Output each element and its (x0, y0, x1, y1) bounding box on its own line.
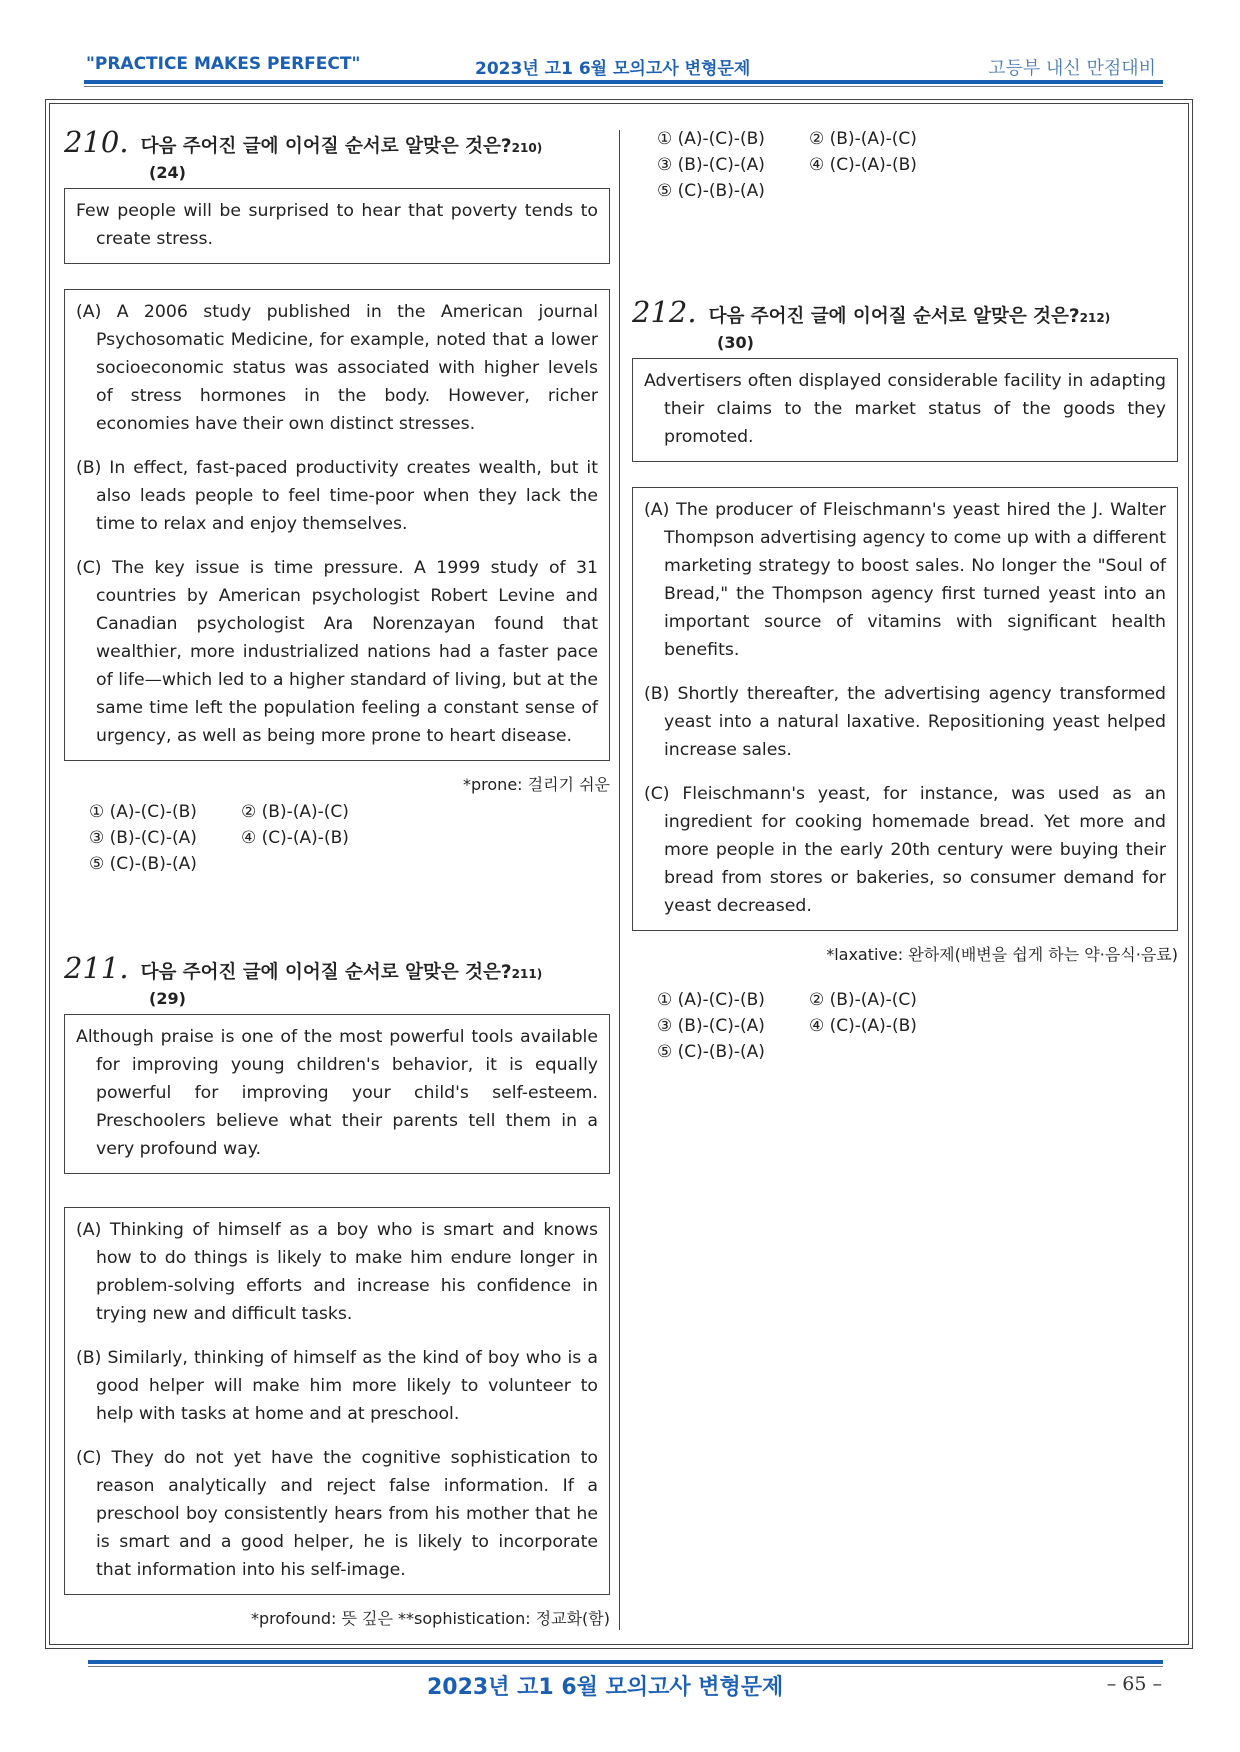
answer-choices (657, 987, 1178, 1065)
question-prompt: 다음 주어진 글에 이어질 순서로 알맞은 것은? (708, 306, 1080, 327)
question-number: 211. (64, 951, 129, 985)
paragraph-b (76, 1344, 598, 1428)
given-sentence-box (64, 1014, 610, 1174)
paragraph-c (644, 780, 1166, 920)
paragraph-label: (B) (644, 684, 670, 704)
vocab-note: *profound: 뜻 깊은 **sophistication: 정교화(함) (250, 1609, 610, 1628)
choice-1[interactable]: ① (A)-(C)-(B) (89, 802, 197, 822)
paragraph-c (76, 554, 598, 750)
question-prompt: 다음 주어진 글에 이어질 순서로 알맞은 것은? (140, 962, 512, 983)
footer-exam-title: 2023년 고1 6월 모의고사 변형문제 (427, 1675, 784, 1700)
question-score: (24) (149, 163, 186, 182)
given-sentence: Few people will be surprised to hear that poverty tends to create stress. (76, 201, 598, 249)
question-score: (30) (717, 333, 754, 352)
question-212 (632, 295, 1178, 462)
choice-5[interactable]: ⑤ (C)-(B)-(A) (89, 854, 197, 874)
footnote-ref: 212) (1079, 311, 1111, 325)
footer-rule (88, 1660, 1163, 1664)
choice-3[interactable]: ③ (B)-(C)-(A) (657, 1016, 765, 1036)
question-number: 212. (632, 295, 697, 329)
paragraph-text: Similarly, thinking of himself as the kind of boy who is a good helper will make him more likely to volunteer to help with tasks at home and at preschool. (96, 1348, 598, 1424)
column-divider (619, 130, 620, 1630)
header-rule (84, 80, 1163, 84)
paragraph-label: (B) (76, 458, 102, 478)
header-rule-thin (84, 86, 1163, 87)
paragraph-text: Fleischmann's yeast, for instance, was used as an ingredient for cooking homemade bread. Yet more and more people in the early 20th century were buying their bread from stores or bakeries, so consumer demand for yeast decreased. (664, 784, 1166, 916)
choice-4[interactable]: ④ (C)-(A)-(B) (241, 828, 349, 848)
header-course-label: 고등부 내신 만점대비 (988, 58, 1156, 79)
passage-box (64, 289, 610, 761)
page-number: – 65 – (1106, 1673, 1162, 1695)
given-sentence: Although praise is one of the most powerful tools available for improving young children's behavior, it is equally powerful for improving your child's self-esteem. Preschoolers believe what their parents tell them in a very profound way. (76, 1027, 598, 1159)
footer-rule-thin (88, 1666, 1163, 1667)
choice-1[interactable]: ① (A)-(C)-(B) (657, 129, 765, 149)
paragraph-a (644, 496, 1166, 664)
answer-choices (657, 126, 1178, 204)
choice-4[interactable]: ④ (C)-(A)-(B) (809, 1016, 917, 1036)
footnote-ref: 211) (511, 967, 543, 981)
question-title (64, 951, 610, 988)
paragraph-label: (C) (76, 558, 102, 578)
paragraph-c (76, 1444, 598, 1584)
passage-box (632, 487, 1178, 931)
vocab-note: *prone: 걸리기 쉬운 (463, 775, 610, 794)
answer-choices (89, 799, 610, 877)
paragraph-b (76, 454, 598, 538)
question-title (64, 125, 610, 162)
paragraph-a (76, 298, 598, 438)
question-211-choices (632, 126, 1178, 204)
choice-3[interactable]: ③ (B)-(C)-(A) (89, 828, 197, 848)
given-sentence: Advertisers often displayed considerable facility in adapting their claims to the market status of the goods they promoted. (644, 371, 1166, 447)
vocab-note: *laxative: 완하제(배변을 쉽게 하는 약·음식·음료) (826, 945, 1178, 964)
question-212-passages (632, 487, 1178, 1065)
question-score: (29) (149, 989, 186, 1008)
paragraph-label: (C) (76, 1448, 102, 1468)
question-prompt: 다음 주어진 글에 이어질 순서로 알맞은 것은? (140, 136, 512, 157)
paragraph-text: In effect, fast-paced productivity creates wealth, but it also leads people to feel time-poor when they lack the time to relax and enjoy themselves. (96, 458, 598, 534)
question-211-passages (64, 1207, 610, 1633)
paragraph-text: The producer of Fleischmann's yeast hired the J. Walter Thompson advertising agency to come up with a different marketing strategy to boost sales. No longer the "Soul of Bread," the Thompson agency first turned yeast into an important source of vitamins with significant health benefits. (664, 500, 1167, 660)
choice-2[interactable]: ② (B)-(A)-(C) (809, 129, 917, 149)
choice-1[interactable]: ① (A)-(C)-(B) (657, 990, 765, 1010)
paragraph-label: (A) (76, 302, 102, 322)
paragraph-a (76, 1216, 598, 1328)
paragraph-text: Shortly thereafter, the advertising agency transformed yeast into a natural laxative. Repositioning yeast helped increase sales. (664, 684, 1167, 760)
paragraph-text: The key issue is time pressure. A 1999 study of 31 countries by American psychologist Robert Levine and Canadian psychologist Ara Norenzayan found that wealthier, more industrialized nations had a faster pace of life—which led to a higher standard of living, but at the same time left the population feeling a constant sense of urgency, as well as being more prone to heart disease. (96, 558, 598, 746)
header-exam-title: 2023년 고1 6월 모의고사 변형문제 (475, 59, 751, 79)
header-slogan: "PRACTICE MAKES PERFECT" (86, 54, 361, 74)
choice-3[interactable]: ③ (B)-(C)-(A) (657, 155, 765, 175)
passage-box (64, 1207, 610, 1595)
choice-4[interactable]: ④ (C)-(A)-(B) (809, 155, 917, 175)
choice-2[interactable]: ② (B)-(A)-(C) (809, 990, 917, 1010)
paragraph-label: (B) (76, 1348, 102, 1368)
paragraph-label: (C) (644, 784, 670, 804)
question-number: 210. (64, 125, 129, 159)
given-sentence-box (64, 188, 610, 264)
paragraph-label: (A) (76, 1220, 102, 1240)
paragraph-text: They do not yet have the cognitive sophistication to reason analytically and reject false information. If a preschool boy consistently hears from his mother that he is smart and a good helper, he is likely to incorporate that information into his self-image. (96, 1448, 599, 1580)
given-sentence-box (632, 358, 1178, 462)
question-211 (64, 951, 610, 1174)
paragraph-b (644, 680, 1166, 764)
question-title (632, 295, 1178, 332)
question-210-passages (64, 289, 610, 877)
paragraph-label: (A) (644, 500, 670, 520)
choice-5[interactable]: ⑤ (C)-(B)-(A) (657, 1042, 765, 1062)
question-210 (64, 125, 610, 264)
choice-5[interactable]: ⑤ (C)-(B)-(A) (657, 181, 765, 201)
paragraph-text: Thinking of himself as a boy who is smart and knows how to do things is likely to make him endure longer in problem-solving efforts and increase his confidence in trying new and difficult tasks. (96, 1220, 598, 1324)
paragraph-text: A 2006 study published in the American journal Psychosomatic Medicine, for example, noted that a lower socioeconomic status was associated with higher levels of stress hormones in the body. However, richer economies have their own distinct stresses. (96, 302, 598, 434)
choice-2[interactable]: ② (B)-(A)-(C) (241, 802, 349, 822)
footnote-ref: 210) (511, 141, 543, 155)
